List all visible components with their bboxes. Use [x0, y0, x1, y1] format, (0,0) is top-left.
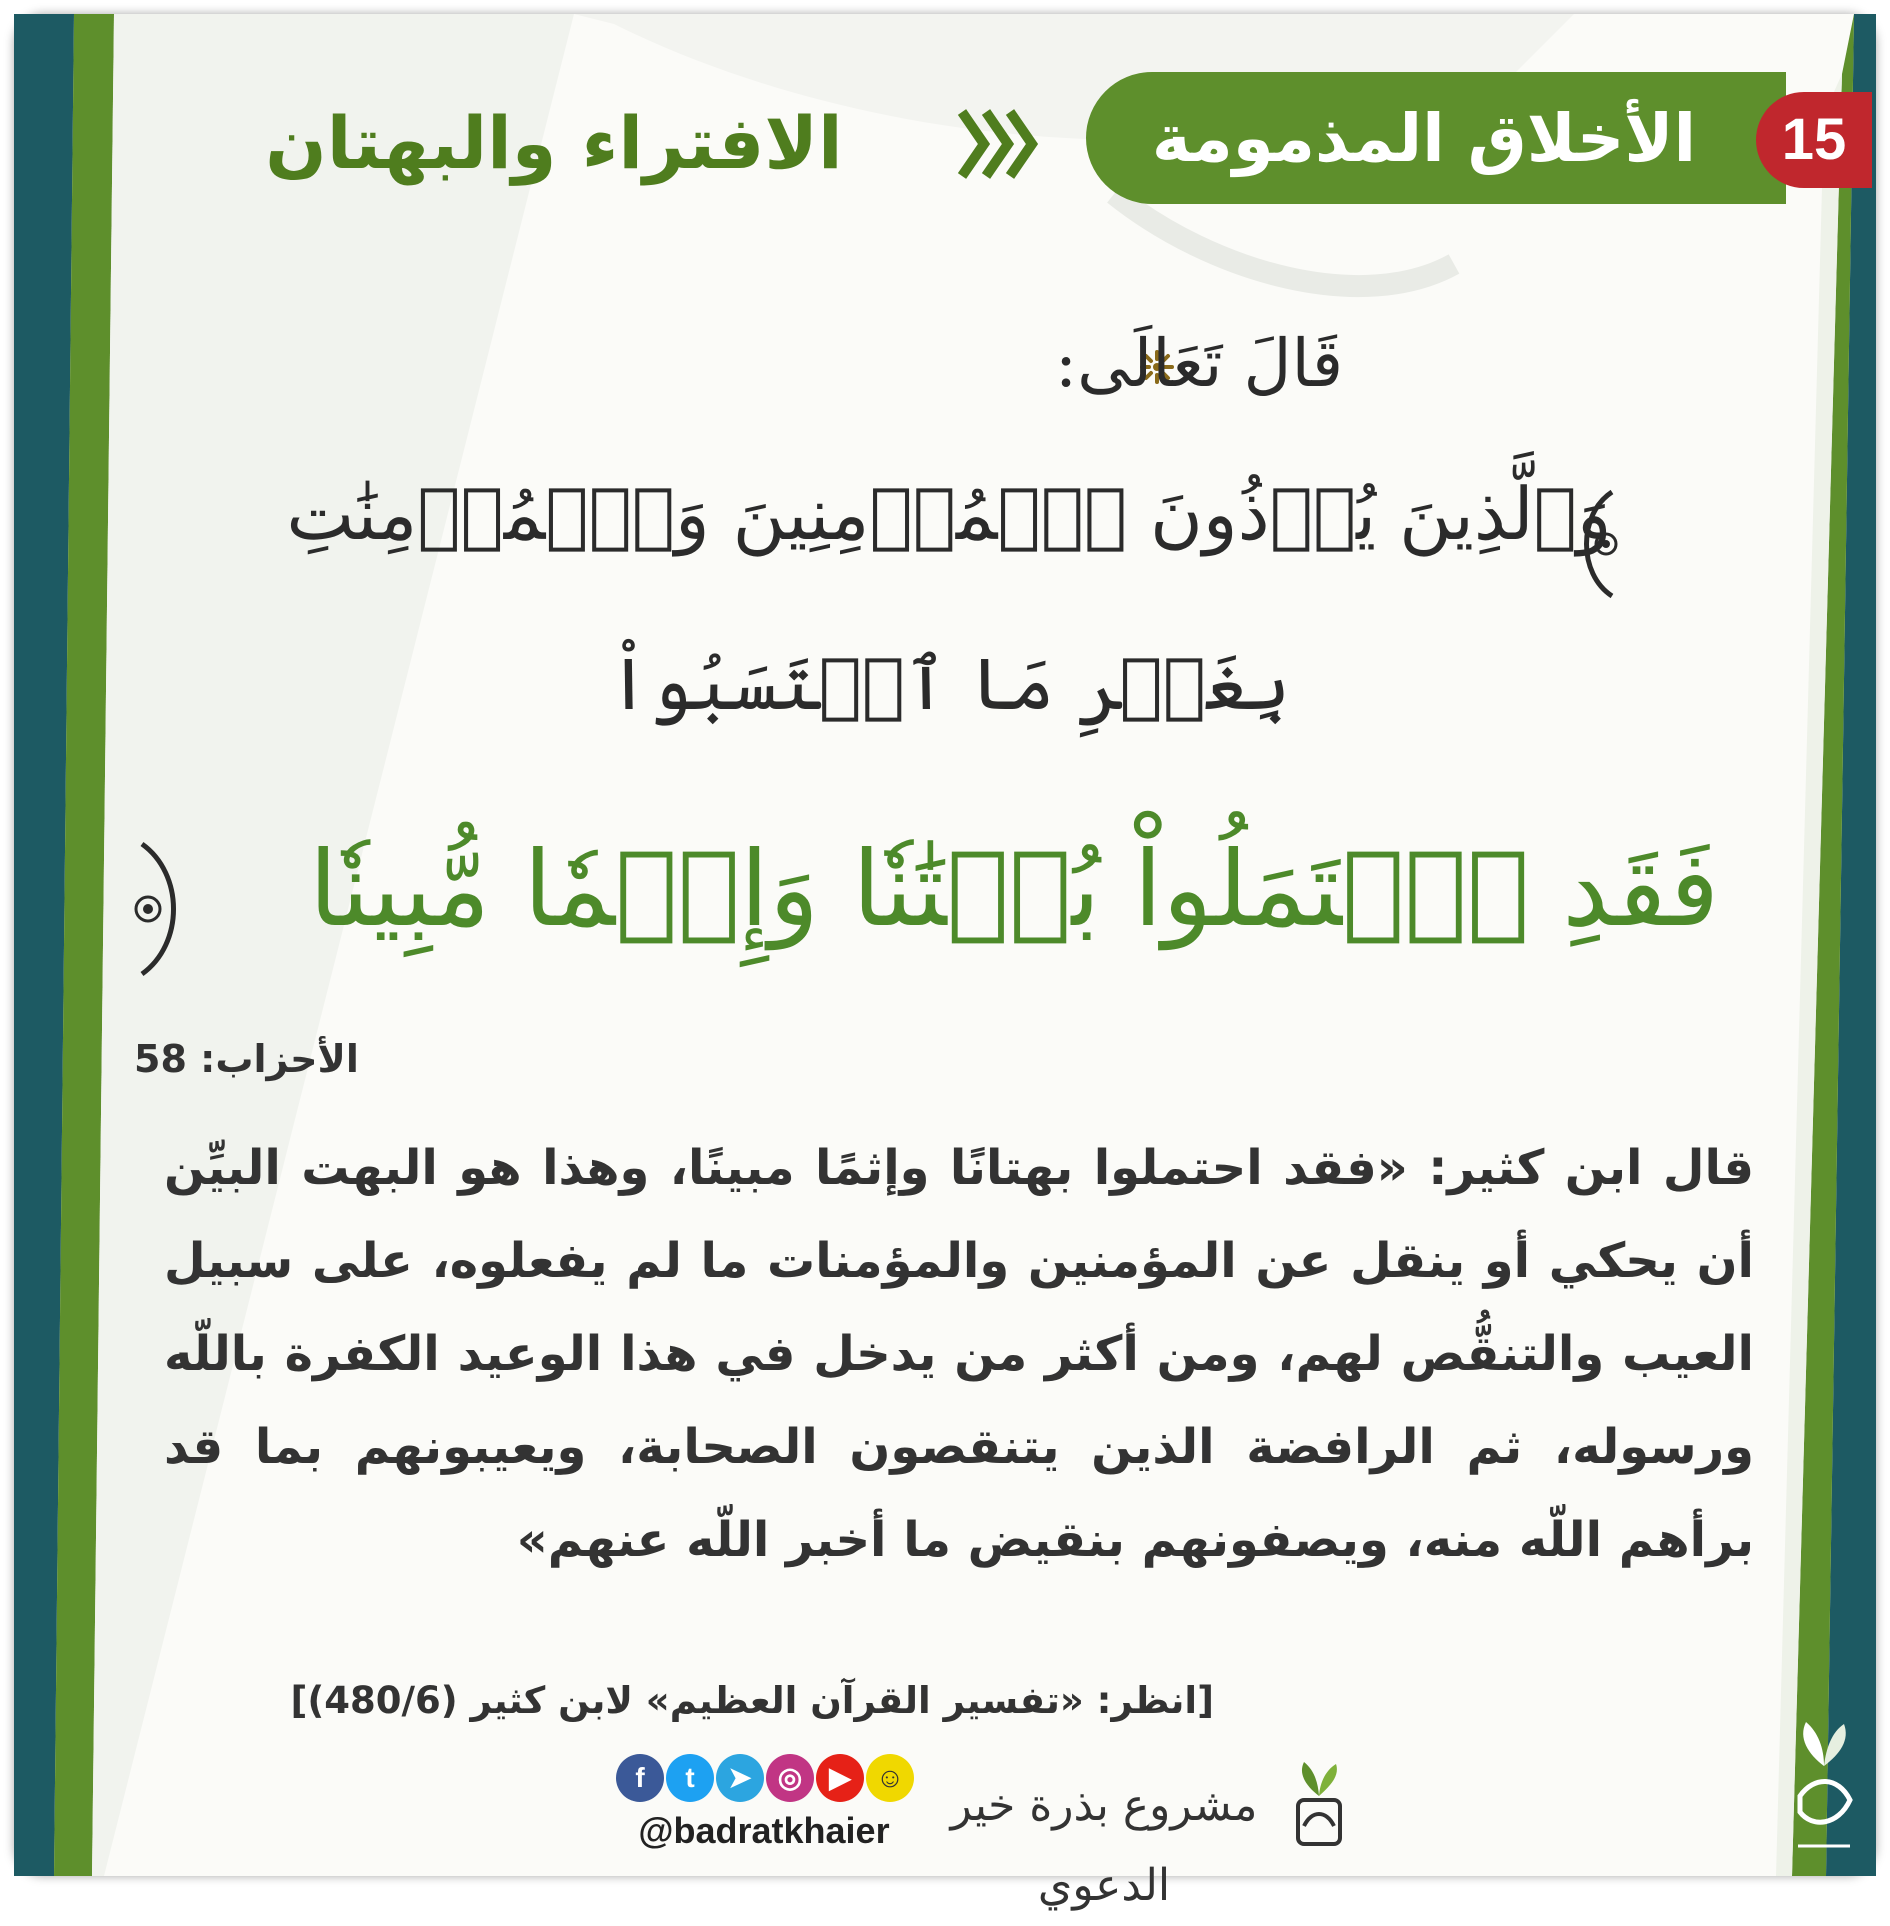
verse-line-2: بِغَيۡرِ مَا ٱكۡتَسَبُواْ [607, 642, 1291, 726]
verse-reference: الأحزاب: 58 [134, 1037, 359, 1081]
series-number-badge: 15 [1756, 92, 1872, 188]
verse-intro: قَالَ تَعَالَى: [1054, 325, 1344, 402]
chevrons-icon [954, 106, 1054, 182]
social-icons [616, 1754, 916, 1806]
corner-logo-icon [1784, 1716, 1864, 1866]
post-card [14, 14, 1876, 1911]
source-citation: [انظر: «تفسير القرآن العظيم» لابن كثير (480/6)] [290, 1679, 1214, 1722]
snapchat-icon[interactable]: ☺ [866, 1754, 914, 1802]
telegram-icon[interactable]: ➤ [716, 1754, 764, 1802]
youtube-icon[interactable]: ▶ [816, 1754, 864, 1802]
ornate-bracket-close-icon [118, 834, 190, 984]
facebook-icon[interactable]: f [616, 1754, 664, 1802]
twitter-icon[interactable]: t [666, 1754, 714, 1802]
social-handle[interactable]: @badratkhaier [638, 1810, 890, 1851]
verse-line-1: وَٱلَّذِينَ يُؤۡذُونَ ٱلۡمُؤۡمِنِينَ وَٱلۡمُؤۡمِنَٰتِ [286, 472, 1612, 556]
commentary-text: قال ابن كثير: «فقد احتملوا بهتانًا وإثمًا مبينًا، وهذا هو البهت البيِّن أن يحكي أو ينقل عن المؤمنين والمؤمنات ما لم يفعلوه، على سبيل العيب والتنقُّص لهم، ومن أكثر من يدخل في هذا الوعيد الكفرة باللّه ورسوله، ثم الرافضة الذين يتنقصون الصحابة، ويعيبونهم بما قد برأهم اللّه منه، ويصفونهم بنقيض ما أخبر اللّه عنهم» [164, 1140, 1754, 1568]
series-title: الأخلاق المذمومة [1151, 100, 1697, 177]
verse-line-3: فَقَدِ ٱحۡتَمَلُواْ بُهۡتَٰنٗا وَإِثۡمٗا مُّبِينٗا [308, 828, 1720, 950]
project-name: مشروع بذرة خير الدعوي [950, 1780, 1258, 1911]
instagram-icon[interactable]: ◎ [766, 1754, 814, 1802]
project-logo-icon [1286, 1756, 1352, 1856]
topic-title: الافتراء والبهتان [265, 101, 843, 185]
